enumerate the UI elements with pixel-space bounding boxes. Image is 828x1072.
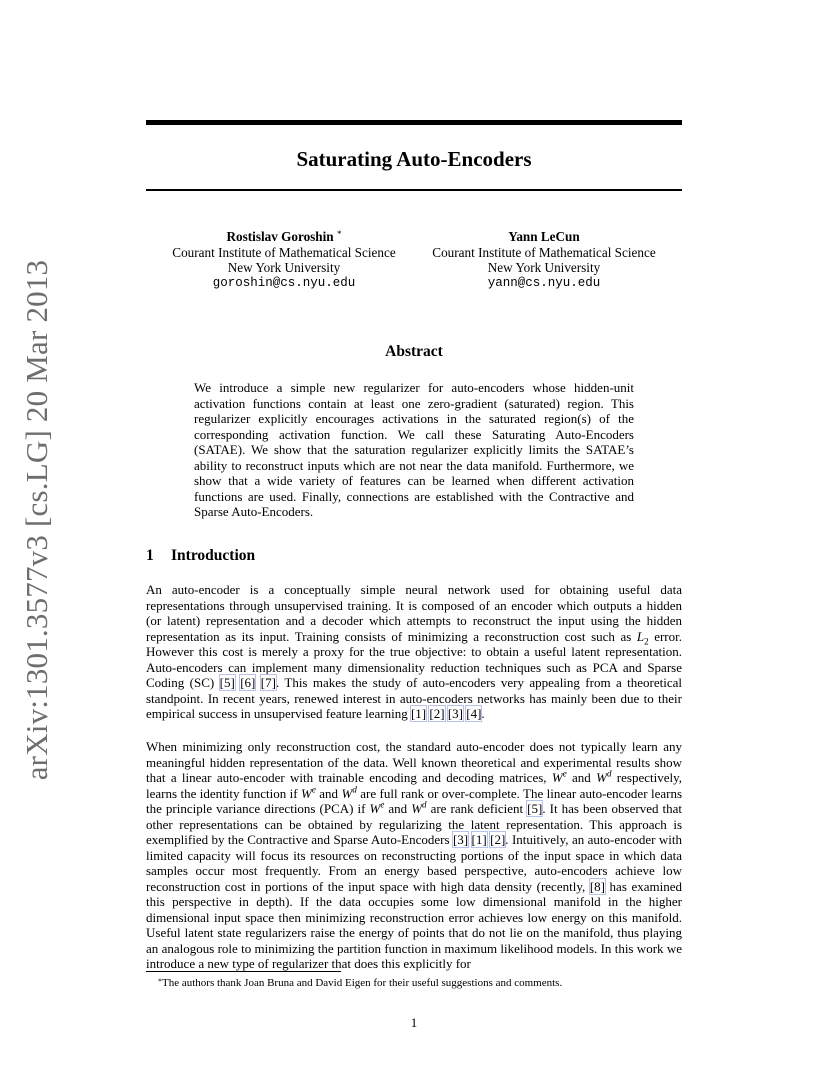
author-affiliation: Courant Institute of Mathematical Science — [172, 244, 396, 260]
citation-link[interactable]: [5] — [527, 801, 543, 816]
citation-link[interactable]: [3] — [447, 706, 463, 721]
intro-paragraph-1: An auto-encoder is a conceptually simple neural network used for obtaining useful data representations through unsupervised training. It is composed of an encoder which outputs a hidden (or latent) representation and a decoder which attempts to reconstruct the input using the hidden representation as its input. Training consists of minimizing a reconstruction cost such as $L_2$ error. However this cost is merely a proxy for the true objective: to obtain a useful latent representation. Auto-encoders can implement many dimensionality reduction techniques such as PCA and Sparse Coding (SC) [5] [6] [7]. This makes the study of auto-encoders very appealing from a theoretical standpoint. In recent years, renewed interest in auto-encoders networks has mainly been due to their empirical success in unsupervised feature learning [1] [2] [3] [4]. — [146, 582, 683, 721]
author-university: New York University — [487, 260, 601, 275]
author-email[interactable]: goroshin@cs.nyu.edu — [212, 275, 356, 290]
footnote — [158, 976, 562, 990]
intro-paragraph-2: When minimizing only reconstruction cost, the standard auto-encoder does not typically learn any meaningful hidden representation of the data. Well known theoretical and experimental results show that a linear auto-encoder with trainable encoding and decoding matrices, $W^e$ and $W^d$ respectively, learns the identity function if $W^e$ and $W^d$ are full rank or over-complete. The linear auto-encoder learns the principle variance directions (PCA) if $W^e$ and $W^d$ are rank deficient [5]. It has been observed that other representations can be obtained by regularizing the latent representation. This approach is exemplified by the Contractive and Sparse Auto-Encoders [3] [1] [2]. Intuitively, an auto-encoder with limited capacity will focus its resources on reconstructing portions of the input space in which data samples occur most frequently. From an energy based perspective, auto-encoders achieve low reconstruction cost in portions of the input space with high data density (recently, [8] has examined this perspective in depth). If the data occupies some low dimensional manifold in the higher dimensional input space then minimizing reconstruction error achieves low energy on this manifold. Useful latent state regularizers raise the energy of points that do not lie on the manifold, thus playing an analogous role to minimizing the partition function in maximum likelihood models. In this work we introduce a new type of regularizer that does this explicitly for — [146, 739, 683, 971]
footnote-rule — [146, 971, 341, 972]
abstract-text: We introduce a simple new regularizer for auto-encoders whose hidden-unit activation functions contain at least one zero-gradient (saturated) region. This regularizer explicitly encourages activations in the saturated region(s) of the corresponding activation function. We call these Saturating Auto-Encoders (SATAE). We show that the saturation regularizer explicitly limits the SATAE’s ability to reconstruct inputs which are not near the data manifold. Furthermore, we show that a wide variety of features can be learned when different activation functions are used. Finally, connections are established with the Contractive and Sparse Auto-Encoders. — [194, 380, 634, 519]
citation-link[interactable]: [2] — [490, 832, 506, 847]
author-block-1 — [154, 229, 414, 291]
author-email[interactable]: yann@cs.nyu.edu — [487, 275, 601, 290]
page-number: 1 — [410, 1015, 418, 1030]
citation-link[interactable]: [3] — [452, 832, 469, 847]
author-university: New York University — [227, 260, 341, 275]
citation-link[interactable]: [4] — [466, 706, 482, 721]
footnote-text: The authors thank Joan Bruna and David Eigen for their useful suggestions and comments. — [162, 977, 563, 989]
citation-link[interactable]: [1] — [471, 832, 487, 847]
citation-link[interactable]: [8] — [589, 878, 605, 894]
citation-link[interactable]: [2] — [429, 706, 445, 721]
paper-title: Saturating Auto-Encoders — [296, 147, 532, 171]
author-name: Yann LeCun — [508, 229, 580, 244]
citation-link[interactable]: [7] — [260, 675, 276, 690]
title-rule-top — [146, 120, 682, 125]
section-number: 1 — [146, 547, 154, 564]
citation-link[interactable]: [6] — [240, 675, 256, 690]
author-block-2 — [414, 229, 674, 291]
arxiv-identifier-text: arXiv:1301.3577v3 [cs.LG] 20 Mar 2013 — [19, 259, 54, 781]
citation-link[interactable]: [5] — [219, 675, 235, 690]
author-name: Rostislav Goroshin — [226, 229, 334, 244]
footnote-marker[interactable]: * — [336, 229, 342, 239]
section-title: Introduction — [171, 547, 256, 564]
author-affiliation: Courant Institute of Mathematical Science — [432, 244, 656, 260]
footnote-marker: * — [158, 977, 162, 986]
abstract-heading: Abstract — [385, 343, 443, 360]
title-rule-bottom — [146, 189, 682, 191]
section-heading — [146, 546, 255, 566]
citation-link[interactable]: [1] — [410, 706, 427, 721]
